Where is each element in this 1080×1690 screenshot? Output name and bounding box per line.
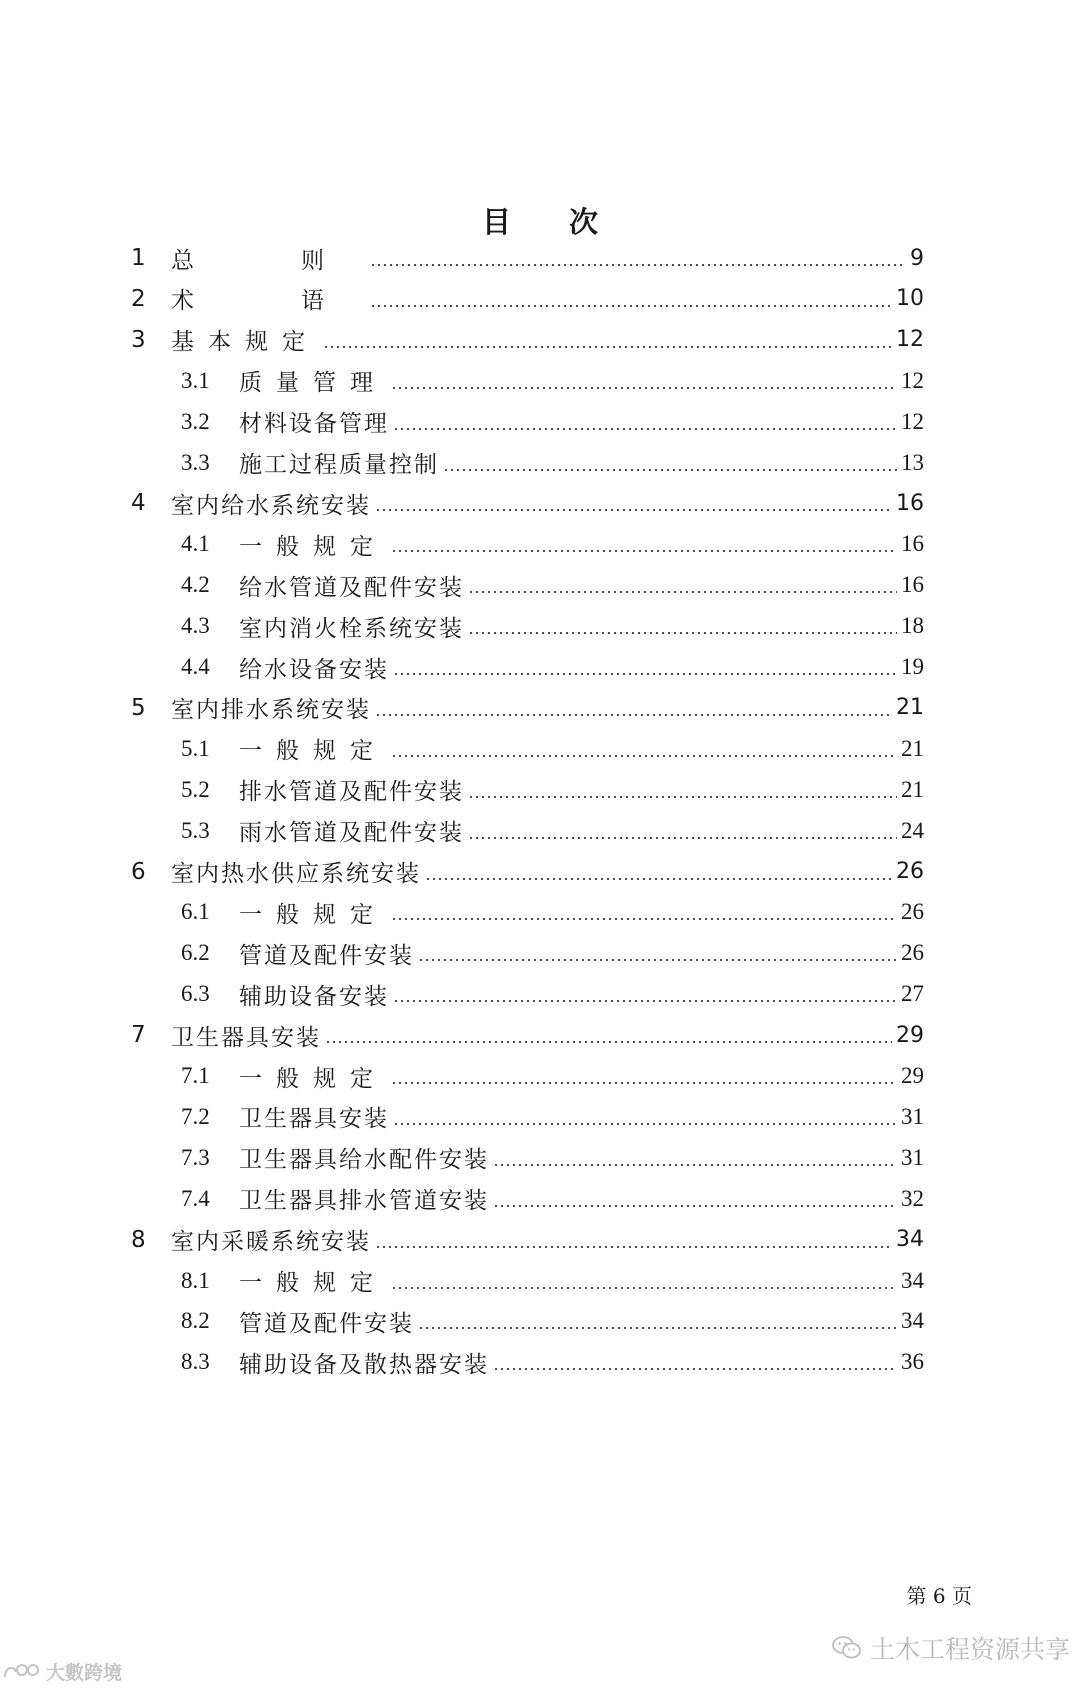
toc-entry-number: 6.2 — [181, 940, 210, 966]
toc-dot-leader — [370, 305, 892, 307]
toc-dot-leader — [468, 796, 897, 798]
toc-entry-7-1[interactable] — [181, 1054, 924, 1098]
toc-dot-leader — [393, 1000, 897, 1002]
toc-entry-title: 材料设备管理 — [239, 411, 389, 438]
toc-entry-6-1[interactable] — [181, 890, 924, 934]
toc-entry-number: 2 — [131, 285, 146, 312]
toc-entry-8-3[interactable] — [181, 1340, 924, 1384]
toc-entry-page: 29 — [896, 1022, 924, 1048]
toc-entry-number: 5 — [131, 694, 146, 721]
toc-entry-title: 质量管理 — [239, 370, 387, 397]
toc-dot-leader — [391, 918, 897, 920]
toc-entry-2[interactable] — [131, 277, 924, 321]
toc-entry-number: 7.2 — [181, 1103, 210, 1129]
toc-entry-title: 基本规定 — [171, 329, 319, 356]
toc-entry-number: 4.1 — [181, 531, 210, 557]
toc-entry-page: 31 — [901, 1144, 924, 1170]
toc-entry-title: 术 语 — [171, 288, 366, 315]
toc-entry-number: 5.1 — [181, 735, 210, 761]
toc-dot-leader — [393, 428, 897, 430]
toc-entry-title: 卫生器具排水管道安装 — [239, 1188, 489, 1215]
watermark-right-text: 土木工程资源共享 — [869, 1635, 1070, 1664]
toc-dot-leader — [493, 1164, 897, 1166]
toc-entry-title: 给水管道及配件安装 — [239, 574, 464, 601]
toc-entry-page: 32 — [901, 1185, 924, 1211]
toc-entry-number: 8.3 — [181, 1349, 210, 1375]
toc-entry-6[interactable] — [131, 850, 924, 894]
toc-entry-title: 室内消火栓系统安装 — [239, 615, 464, 642]
toc-entry-number: 5.3 — [181, 817, 210, 843]
toc-entry-page: 18 — [901, 613, 924, 639]
toc-title — [0, 200, 1080, 241]
toc-dot-leader — [443, 469, 897, 471]
toc-entry-5-1[interactable] — [181, 727, 924, 771]
toc-entry-1[interactable] — [131, 236, 924, 280]
toc-entry-title: 辅助设备及散热器安装 — [239, 1351, 489, 1378]
watermark-left — [2, 1658, 122, 1685]
toc-entry-page: 9 — [910, 245, 924, 271]
toc-entry-page: 26 — [901, 899, 924, 925]
toc-entry-5-3[interactable] — [181, 809, 924, 853]
toc-entry-title: 卫生器具安装 — [239, 1106, 389, 1133]
toc-entry-title: 一般规定 — [239, 738, 387, 765]
toc-entry-6-2[interactable] — [181, 931, 924, 975]
toc-entry-page: 16 — [901, 572, 924, 598]
toc-dot-leader — [468, 837, 897, 839]
toc-entry-page: 34 — [901, 1308, 924, 1334]
toc-entry-title: 室内热水供应系统安装 — [171, 861, 421, 887]
toc-entry-number: 3.2 — [181, 408, 210, 434]
toc-entry-5-2[interactable] — [181, 768, 924, 812]
toc-entry-page: 26 — [901, 940, 924, 966]
toc-dot-leader — [323, 346, 892, 348]
toc-entry-number: 1 — [131, 245, 146, 271]
toc-entry-page: 19 — [901, 654, 924, 679]
toc-dot-leader — [468, 632, 897, 634]
toc-dot-leader — [375, 509, 892, 511]
toc-entry-4-1[interactable] — [181, 522, 924, 566]
toc-entry-number: 8.1 — [181, 1267, 210, 1293]
toc-entry-6-3[interactable] — [181, 972, 924, 1016]
wechat-icon — [832, 1635, 862, 1661]
toc-dot-leader — [393, 1123, 897, 1125]
toc-entry-3-3[interactable] — [181, 441, 924, 485]
toc-entry-title: 总 则 — [171, 247, 366, 274]
toc-entry-title: 管道及配件安装 — [239, 1310, 414, 1337]
toc-entry-3-1[interactable] — [181, 359, 924, 403]
toc-entry-title: 一般规定 — [239, 533, 387, 560]
toc-entry-page: 10 — [896, 286, 924, 312]
toc-entry-number: 7.1 — [181, 1063, 210, 1088]
toc-entry-page: 34 — [901, 1267, 924, 1293]
watermark-right — [832, 1630, 1070, 1666]
toc-entry-page: 12 — [901, 367, 924, 393]
toc-entry-7-4[interactable] — [181, 1177, 924, 1221]
toc-entry-page: 27 — [901, 981, 924, 1007]
toc-entry-5[interactable] — [131, 686, 924, 730]
toc-entry-number: 4.2 — [181, 572, 210, 598]
toc-entry-page: 12 — [901, 408, 924, 434]
toc-dot-leader — [468, 591, 897, 593]
toc-dot-leader — [418, 1327, 897, 1329]
toc-entry-page: 12 — [896, 327, 924, 353]
toc-entry-title: 室内排水系统安装 — [171, 697, 371, 724]
toc-dot-leader — [325, 1041, 892, 1043]
toc-entry-title: 辅助设备安装 — [239, 983, 389, 1010]
toc-entry-number: 3 — [131, 326, 146, 353]
toc-entry-page: 16 — [901, 531, 924, 557]
toc-dot-leader — [493, 1368, 897, 1370]
toc-title-char-2: 次 — [569, 205, 599, 239]
toc-entry-8-2[interactable] — [181, 1299, 924, 1343]
toc-entry-page: 24 — [901, 817, 924, 843]
logo-mark-icon — [2, 1661, 42, 1683]
watermark-left-text: 大數跨境 — [46, 1662, 123, 1684]
toc-entry-page: 21 — [901, 776, 924, 802]
toc-entry-4[interactable] — [131, 481, 924, 525]
toc-entry-number: 7.4 — [181, 1185, 210, 1211]
toc-entry-3-2[interactable] — [181, 400, 924, 444]
toc-entry-number: 6 — [131, 858, 146, 885]
toc-entry-3[interactable] — [131, 318, 924, 362]
toc-dot-leader — [418, 959, 897, 961]
toc-dot-leader — [370, 264, 906, 266]
toc-dot-leader — [425, 878, 892, 880]
toc-dot-leader — [391, 387, 897, 389]
toc-entry-number: 7 — [131, 1022, 146, 1049]
toc-entry-number: 4 — [131, 490, 146, 517]
toc-entry-7[interactable] — [131, 1013, 924, 1057]
toc-dot-leader — [391, 1082, 897, 1084]
toc-entry-number: 4.4 — [181, 654, 210, 679]
toc-entry-page: 16 — [896, 490, 924, 516]
toc-dot-leader — [391, 1287, 897, 1289]
toc-entry-title: 排水管道及配件安装 — [239, 779, 464, 806]
toc-entry-number: 8 — [131, 1226, 146, 1253]
toc-entry-number: 7.3 — [181, 1144, 210, 1170]
toc-entry-8-1[interactable] — [181, 1259, 924, 1303]
toc-entry-7-3[interactable] — [181, 1136, 924, 1180]
toc-entry-8[interactable] — [131, 1218, 924, 1262]
toc-entry-page: 29 — [901, 1063, 924, 1088]
toc-entry-title: 室内采暖系统安装 — [171, 1229, 371, 1256]
toc-entry-number: 5.2 — [181, 776, 210, 802]
toc-dot-leader — [391, 550, 897, 552]
toc-dot-leader — [391, 755, 897, 757]
toc-entry-4-3[interactable] — [181, 604, 924, 648]
toc-entry-page: 21 — [901, 735, 924, 761]
toc-entry-number: 3.3 — [181, 449, 210, 475]
toc-entry-page: 13 — [901, 449, 924, 475]
toc-entry-number: 4.3 — [181, 613, 210, 639]
toc-entry-4-2[interactable] — [181, 563, 924, 607]
toc-entry-title: 一般规定 — [239, 1270, 387, 1296]
toc-entry-title: 施工过程质量控制 — [239, 452, 439, 478]
toc-dot-leader — [375, 714, 892, 716]
toc-entry-title: 给水设备安装 — [239, 656, 389, 683]
toc-dot-leader — [493, 1205, 897, 1207]
toc-entry-title: 管道及配件安装 — [239, 942, 414, 969]
toc-entry-title: 卫生器具给水配件安装 — [239, 1147, 489, 1174]
toc-entry-7-2[interactable] — [181, 1095, 924, 1139]
toc-entry-page: 36 — [901, 1349, 924, 1375]
toc-entry-4-4[interactable] — [181, 645, 924, 689]
toc-entry-number: 8.2 — [181, 1308, 210, 1334]
toc-entry-title: 一般规定 — [239, 901, 387, 928]
toc-entry-title: 一般规定 — [239, 1065, 387, 1092]
toc-entry-page: 21 — [896, 695, 924, 721]
toc-entry-page: 26 — [896, 859, 924, 884]
toc-title-char-1: 目 — [481, 205, 511, 239]
toc-entry-number: 6.1 — [181, 899, 210, 925]
toc-entry-title: 雨水管道及配件安装 — [239, 820, 464, 847]
toc-entry-number: 6.3 — [181, 981, 210, 1007]
toc-entry-page: 34 — [896, 1227, 924, 1253]
toc-entry-title: 室内给水系统安装 — [171, 492, 371, 519]
toc-dot-leader — [375, 1246, 892, 1248]
toc-entry-page: 31 — [901, 1103, 924, 1129]
toc-entry-number: 3.1 — [181, 367, 210, 393]
toc-entry-title: 卫生器具安装 — [171, 1024, 321, 1051]
toc-dot-leader — [393, 673, 897, 675]
page-number: 第 6 页 — [906, 1584, 972, 1608]
